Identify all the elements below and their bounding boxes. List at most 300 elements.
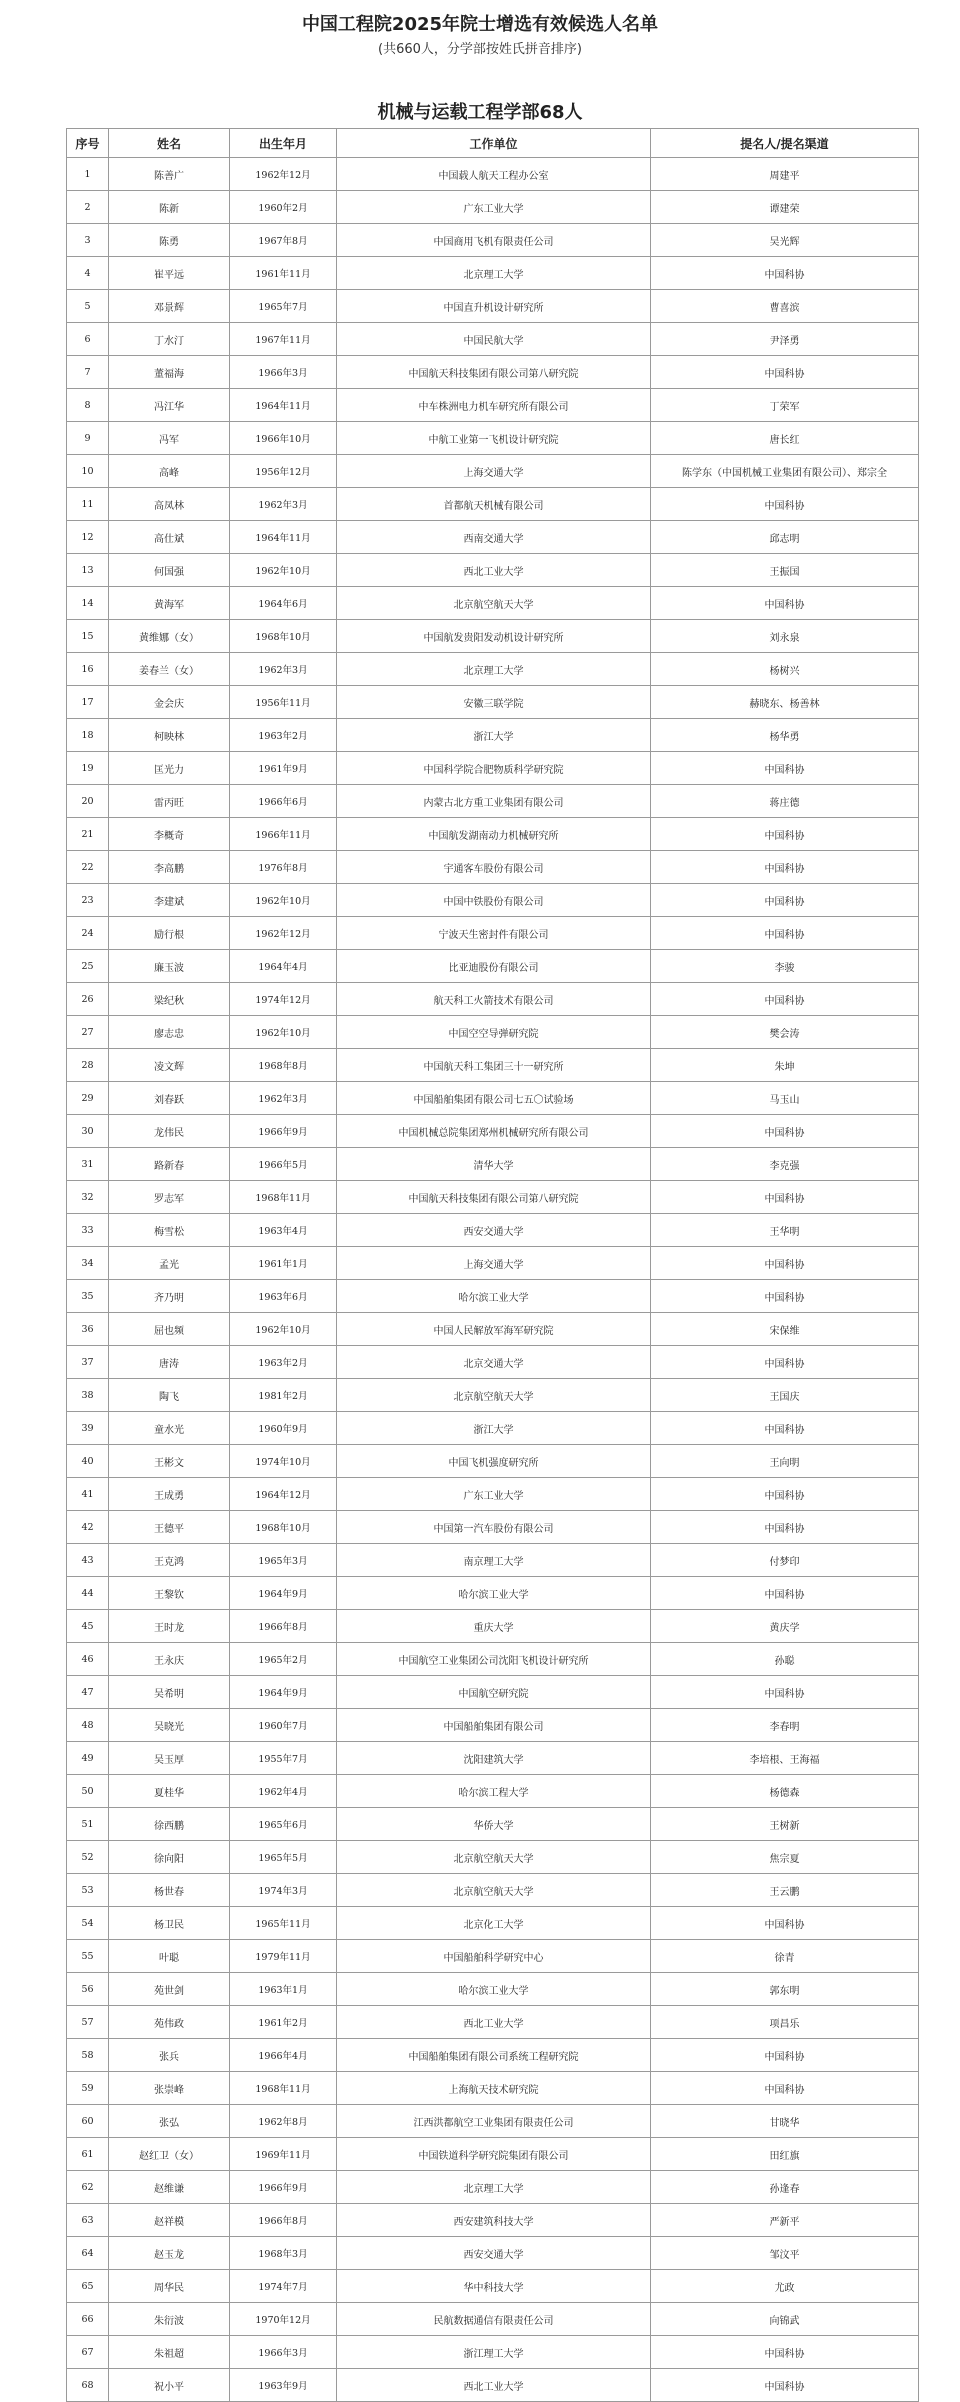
cell-index: 65 (67, 2270, 109, 2303)
cell-index: 38 (67, 1379, 109, 1412)
header-birth: 出生年月 (230, 129, 337, 158)
table-row (67, 554, 919, 587)
cell-employer: 中国船舶集团有限公司七五〇试验场 (337, 1082, 651, 1115)
table-row (67, 2171, 919, 2204)
cell-employer: 中国飞机强度研究所 (337, 1445, 651, 1478)
cell-index: 28 (67, 1049, 109, 1082)
header-row (67, 129, 919, 158)
cell-birth: 1963年6月 (230, 1280, 337, 1313)
cell-index: 9 (67, 422, 109, 455)
cell-birth: 1965年7月 (230, 290, 337, 323)
table-row (67, 2105, 919, 2138)
cell-name: 廖志忠 (109, 1016, 230, 1049)
cell-index: 10 (67, 455, 109, 488)
table-row (67, 1181, 919, 1214)
table-row (67, 1643, 919, 1676)
cell-name: 李高鹏 (109, 851, 230, 884)
cell-employer: 中国船舶集团有限公司 (337, 1709, 651, 1742)
cell-birth: 1956年11月 (230, 686, 337, 719)
candidate-table (66, 128, 919, 2402)
cell-index: 37 (67, 1346, 109, 1379)
cell-employer: 沈阳建筑大学 (337, 1742, 651, 1775)
cell-nominator: 中国科协 (651, 1115, 919, 1148)
table-row (67, 2006, 919, 2039)
cell-name: 雷丙旺 (109, 785, 230, 818)
cell-index: 13 (67, 554, 109, 587)
cell-index: 4 (67, 257, 109, 290)
cell-birth: 1960年9月 (230, 1412, 337, 1445)
cell-birth: 1962年12月 (230, 917, 337, 950)
cell-name: 高凤林 (109, 488, 230, 521)
cell-nominator: 中国科协 (651, 587, 919, 620)
cell-name: 张兵 (109, 2039, 230, 2072)
cell-birth: 1962年12月 (230, 158, 337, 191)
cell-employer: 哈尔滨工业大学 (337, 1577, 651, 1610)
cell-name: 徐向阳 (109, 1841, 230, 1874)
cell-employer: 中国船舶科学研究中心 (337, 1940, 651, 1973)
cell-name: 冯军 (109, 422, 230, 455)
cell-nominator: 王云鹏 (651, 1874, 919, 1907)
cell-employer: 北京理工大学 (337, 2171, 651, 2204)
cell-index: 46 (67, 1643, 109, 1676)
cell-nominator: 周建平 (651, 158, 919, 191)
cell-employer: 西南交通大学 (337, 521, 651, 554)
header-nominator: 提名人/提名渠道 (651, 129, 919, 158)
cell-index: 24 (67, 917, 109, 950)
cell-employer: 浙江大学 (337, 719, 651, 752)
cell-nominator: 郭东明 (651, 1973, 919, 2006)
table-row (67, 620, 919, 653)
cell-name: 柯映林 (109, 719, 230, 752)
cell-nominator: 尤政 (651, 2270, 919, 2303)
cell-birth: 1960年7月 (230, 1709, 337, 1742)
cell-nominator: 王向明 (651, 1445, 919, 1478)
table-header (67, 129, 919, 158)
cell-name: 赵祥模 (109, 2204, 230, 2237)
cell-birth: 1965年5月 (230, 1841, 337, 1874)
cell-employer: 首都航天机械有限公司 (337, 488, 651, 521)
cell-birth: 1968年11月 (230, 2072, 337, 2105)
table-row (67, 1742, 919, 1775)
table-row (67, 1247, 919, 1280)
table-row (67, 323, 919, 356)
cell-name: 匡光力 (109, 752, 230, 785)
cell-name: 励行根 (109, 917, 230, 950)
cell-birth: 1974年12月 (230, 983, 337, 1016)
cell-index: 15 (67, 620, 109, 653)
cell-nominator: 中国科协 (651, 1412, 919, 1445)
cell-index: 52 (67, 1841, 109, 1874)
cell-birth: 1966年9月 (230, 2171, 337, 2204)
cell-nominator: 中国科协 (651, 2039, 919, 2072)
table-row (67, 686, 919, 719)
cell-employer: 浙江大学 (337, 1412, 651, 1445)
cell-birth: 1967年11月 (230, 323, 337, 356)
cell-index: 30 (67, 1115, 109, 1148)
cell-employer: 中国民航大学 (337, 323, 651, 356)
cell-employer: 上海航天技术研究院 (337, 2072, 651, 2105)
cell-name: 赵玉龙 (109, 2237, 230, 2270)
table-row (67, 2237, 919, 2270)
cell-index: 45 (67, 1610, 109, 1643)
cell-birth: 1962年10月 (230, 1016, 337, 1049)
cell-nominator: 尹泽勇 (651, 323, 919, 356)
cell-index: 64 (67, 2237, 109, 2270)
cell-birth: 1964年11月 (230, 389, 337, 422)
cell-employer: 北京理工大学 (337, 653, 651, 686)
cell-nominator: 中国科协 (651, 884, 919, 917)
cell-employer: 广东工业大学 (337, 1478, 651, 1511)
cell-employer: 内蒙古北方重工业集团有限公司 (337, 785, 651, 818)
cell-index: 29 (67, 1082, 109, 1115)
cell-index: 44 (67, 1577, 109, 1610)
cell-employer: 西安建筑科技大学 (337, 2204, 651, 2237)
table-row (67, 2303, 919, 2336)
cell-name: 赵维谦 (109, 2171, 230, 2204)
cell-name: 杨世春 (109, 1874, 230, 1907)
cell-name: 夏桂华 (109, 1775, 230, 1808)
cell-birth: 1961年1月 (230, 1247, 337, 1280)
cell-employer: 中航工业第一飞机设计研究院 (337, 422, 651, 455)
cell-name: 董福海 (109, 356, 230, 389)
cell-employer: 北京航空航天大学 (337, 1874, 651, 1907)
table-row (67, 1214, 919, 1247)
table-row (67, 2270, 919, 2303)
cell-birth: 1966年3月 (230, 2336, 337, 2369)
cell-birth: 1964年9月 (230, 1676, 337, 1709)
cell-index: 11 (67, 488, 109, 521)
cell-birth: 1963年2月 (230, 719, 337, 752)
cell-birth: 1966年8月 (230, 2204, 337, 2237)
cell-employer: 中国航天科技集团有限公司第八研究院 (337, 1181, 651, 1214)
cell-employer: 宇通客车股份有限公司 (337, 851, 651, 884)
section-title: 机械与运载工程学部68人 (377, 102, 583, 123)
table-row (67, 1907, 919, 1940)
cell-nominator: 中国科协 (651, 1181, 919, 1214)
cell-name: 邓景辉 (109, 290, 230, 323)
cell-employer: 南京理工大学 (337, 1544, 651, 1577)
cell-index: 22 (67, 851, 109, 884)
cell-birth: 1968年10月 (230, 1511, 337, 1544)
cell-employer: 中国航发贵阳发动机设计研究所 (337, 620, 651, 653)
cell-nominator: 李春明 (651, 1709, 919, 1742)
cell-name: 陈善广 (109, 158, 230, 191)
cell-nominator: 赫晓东、杨善林 (651, 686, 919, 719)
cell-birth: 1968年8月 (230, 1049, 337, 1082)
table-row (67, 1346, 919, 1379)
cell-index: 63 (67, 2204, 109, 2237)
cell-name: 童水光 (109, 1412, 230, 1445)
cell-index: 61 (67, 2138, 109, 2171)
cell-nominator: 樊会涛 (651, 1016, 919, 1049)
cell-name: 金会庆 (109, 686, 230, 719)
cell-name: 赵红卫（女） (109, 2138, 230, 2171)
cell-name: 祝小平 (109, 2369, 230, 2402)
table-row (67, 1808, 919, 1841)
table-row (67, 1379, 919, 1412)
cell-nominator: 中国科协 (651, 1907, 919, 1940)
cell-nominator: 徐青 (651, 1940, 919, 1973)
cell-index: 36 (67, 1313, 109, 1346)
cell-birth: 1968年11月 (230, 1181, 337, 1214)
cell-birth: 1965年3月 (230, 1544, 337, 1577)
cell-birth: 1974年7月 (230, 2270, 337, 2303)
table-row (67, 1445, 919, 1478)
cell-nominator: 中国科协 (651, 1676, 919, 1709)
cell-nominator: 中国科协 (651, 1577, 919, 1610)
cell-birth: 1965年2月 (230, 1643, 337, 1676)
cell-nominator: 李克强 (651, 1148, 919, 1181)
cell-nominator: 李骏 (651, 950, 919, 983)
cell-name: 崔平远 (109, 257, 230, 290)
table-row (67, 1478, 919, 1511)
table-row (67, 1577, 919, 1610)
cell-birth: 1969年11月 (230, 2138, 337, 2171)
cell-index: 12 (67, 521, 109, 554)
cell-nominator: 蒋庄德 (651, 785, 919, 818)
cell-birth: 1965年11月 (230, 1907, 337, 1940)
table-row (67, 851, 919, 884)
document-subtitle: (共660人，分学部按姓氏拼音排序) (378, 42, 582, 57)
cell-nominator: 中国科协 (651, 1478, 919, 1511)
cell-employer: 航天科工火箭技术有限公司 (337, 983, 651, 1016)
cell-employer: 北京航空航天大学 (337, 587, 651, 620)
table-row (67, 2039, 919, 2072)
cell-name: 廉玉波 (109, 950, 230, 983)
cell-employer: 中国第一汽车股份有限公司 (337, 1511, 651, 1544)
table-row (67, 422, 919, 455)
cell-birth: 1964年4月 (230, 950, 337, 983)
cell-nominator: 曹喜滨 (651, 290, 919, 323)
cell-index: 1 (67, 158, 109, 191)
cell-employer: 北京化工大学 (337, 1907, 651, 1940)
cell-name: 王彬文 (109, 1445, 230, 1478)
cell-nominator: 吴光辉 (651, 224, 919, 257)
table-row (67, 2369, 919, 2402)
cell-employer: 北京理工大学 (337, 257, 651, 290)
table-row (67, 884, 919, 917)
cell-name: 罗志军 (109, 1181, 230, 1214)
table-row (67, 1049, 919, 1082)
cell-birth: 1962年10月 (230, 884, 337, 917)
cell-name: 凌文辉 (109, 1049, 230, 1082)
cell-name: 王黎钦 (109, 1577, 230, 1610)
cell-employer: 西安交通大学 (337, 2237, 651, 2270)
table-row (67, 1148, 919, 1181)
cell-employer: 上海交通大学 (337, 1247, 651, 1280)
cell-employer: 北京交通大学 (337, 1346, 651, 1379)
table-row (67, 521, 919, 554)
cell-index: 42 (67, 1511, 109, 1544)
cell-birth: 1964年12月 (230, 1478, 337, 1511)
cell-nominator: 朱坤 (651, 1049, 919, 1082)
cell-index: 21 (67, 818, 109, 851)
table-row (67, 2072, 919, 2105)
cell-name: 陈新 (109, 191, 230, 224)
cell-nominator: 邹汶平 (651, 2237, 919, 2270)
cell-index: 58 (67, 2039, 109, 2072)
table-row (67, 191, 919, 224)
cell-nominator: 黄庆学 (651, 1610, 919, 1643)
table-row (67, 1412, 919, 1445)
cell-nominator: 陈学东（中国机械工业集团有限公司）、郑宗全 (651, 455, 919, 488)
cell-birth: 1961年11月 (230, 257, 337, 290)
cell-index: 53 (67, 1874, 109, 1907)
table-row (67, 1544, 919, 1577)
cell-birth: 1961年2月 (230, 2006, 337, 2039)
cell-nominator: 中国科协 (651, 1280, 919, 1313)
cell-birth: 1966年10月 (230, 422, 337, 455)
cell-nominator: 邱志明 (651, 521, 919, 554)
table-row (67, 818, 919, 851)
cell-birth: 1962年3月 (230, 653, 337, 686)
cell-name: 周华民 (109, 2270, 230, 2303)
cell-birth: 1976年8月 (230, 851, 337, 884)
cell-index: 6 (67, 323, 109, 356)
cell-index: 47 (67, 1676, 109, 1709)
cell-nominator: 焦宗夏 (651, 1841, 919, 1874)
cell-name: 孟光 (109, 1247, 230, 1280)
cell-nominator: 杨树兴 (651, 653, 919, 686)
cell-employer: 西北工业大学 (337, 2006, 651, 2039)
cell-name: 龙伟民 (109, 1115, 230, 1148)
cell-birth: 1970年12月 (230, 2303, 337, 2336)
cell-birth: 1967年8月 (230, 224, 337, 257)
cell-nominator: 中国科协 (651, 2336, 919, 2369)
cell-employer: 中国直升机设计研究所 (337, 290, 651, 323)
cell-index: 41 (67, 1478, 109, 1511)
cell-index: 62 (67, 2171, 109, 2204)
cell-name: 李概奇 (109, 818, 230, 851)
cell-nominator: 王树新 (651, 1808, 919, 1841)
table-row (67, 1841, 919, 1874)
cell-index: 56 (67, 1973, 109, 2006)
cell-nominator: 马玉山 (651, 1082, 919, 1115)
cell-birth: 1962年10月 (230, 554, 337, 587)
table-row (67, 2204, 919, 2237)
cell-index: 60 (67, 2105, 109, 2138)
cell-name: 王永庆 (109, 1643, 230, 1676)
table-row (67, 1874, 919, 1907)
cell-nominator: 宋保维 (651, 1313, 919, 1346)
table-row (67, 2336, 919, 2369)
cell-birth: 1966年4月 (230, 2039, 337, 2072)
cell-name: 路新春 (109, 1148, 230, 1181)
cell-employer: 中国中铁股份有限公司 (337, 884, 651, 917)
cell-nominator: 杨华勇 (651, 719, 919, 752)
cell-employer: 中国船舶集团有限公司系统工程研究院 (337, 2039, 651, 2072)
cell-name: 齐乃明 (109, 1280, 230, 1313)
table-row (67, 1676, 919, 1709)
cell-index: 26 (67, 983, 109, 1016)
table-row (67, 1709, 919, 1742)
cell-index: 20 (67, 785, 109, 818)
cell-employer: 上海交通大学 (337, 455, 651, 488)
cell-birth: 1965年6月 (230, 1808, 337, 1841)
cell-index: 18 (67, 719, 109, 752)
cell-index: 8 (67, 389, 109, 422)
cell-index: 59 (67, 2072, 109, 2105)
cell-name: 杨卫民 (109, 1907, 230, 1940)
cell-birth: 1955年7月 (230, 1742, 337, 1775)
cell-nominator: 王华明 (651, 1214, 919, 1247)
cell-index: 55 (67, 1940, 109, 1973)
cell-birth: 1962年3月 (230, 1082, 337, 1115)
cell-birth: 1966年11月 (230, 818, 337, 851)
cell-employer: 北京航空航天大学 (337, 1379, 651, 1412)
cell-name: 王成勇 (109, 1478, 230, 1511)
cell-nominator: 李培根、王海福 (651, 1742, 919, 1775)
cell-nominator: 严新平 (651, 2204, 919, 2237)
cell-birth: 1963年9月 (230, 2369, 337, 2402)
cell-index: 68 (67, 2369, 109, 2402)
cell-birth: 1974年3月 (230, 1874, 337, 1907)
cell-nominator: 中国科协 (651, 818, 919, 851)
cell-index: 39 (67, 1412, 109, 1445)
cell-nominator: 中国科协 (651, 917, 919, 950)
table-row (67, 1016, 919, 1049)
cell-nominator: 中国科协 (651, 488, 919, 521)
table-row (67, 2138, 919, 2171)
cell-nominator: 中国科协 (651, 983, 919, 1016)
cell-name: 梁纪秋 (109, 983, 230, 1016)
document-title: 中国工程院2025年院士增选有效候选人名单 (301, 14, 659, 35)
cell-index: 7 (67, 356, 109, 389)
cell-name: 徐西鹏 (109, 1808, 230, 1841)
cell-birth: 1964年9月 (230, 1577, 337, 1610)
cell-index: 49 (67, 1742, 109, 1775)
cell-birth: 1974年10月 (230, 1445, 337, 1478)
cell-name: 王德平 (109, 1511, 230, 1544)
table-row (67, 455, 919, 488)
table-row (67, 917, 919, 950)
cell-nominator: 孙聪 (651, 1643, 919, 1676)
cell-name: 王时龙 (109, 1610, 230, 1643)
table-row (67, 1313, 919, 1346)
cell-employer: 西安交通大学 (337, 1214, 651, 1247)
cell-name: 苑世剑 (109, 1973, 230, 2006)
cell-employer: 中国航天科工集团三十一研究所 (337, 1049, 651, 1082)
cell-name: 吴玉厚 (109, 1742, 230, 1775)
cell-nominator: 中国科协 (651, 851, 919, 884)
cell-employer: 华侨大学 (337, 1808, 651, 1841)
cell-employer: 华中科技大学 (337, 2270, 651, 2303)
cell-nominator: 付梦印 (651, 1544, 919, 1577)
cell-birth: 1966年6月 (230, 785, 337, 818)
table-row (67, 1973, 919, 2006)
cell-birth: 1981年2月 (230, 1379, 337, 1412)
cell-index: 50 (67, 1775, 109, 1808)
cell-index: 27 (67, 1016, 109, 1049)
cell-birth: 1968年10月 (230, 620, 337, 653)
cell-nominator: 唐长红 (651, 422, 919, 455)
table-body (67, 158, 919, 2402)
table-row (67, 1775, 919, 1808)
table-row (67, 356, 919, 389)
table-row (67, 719, 919, 752)
cell-employer: 哈尔滨工程大学 (337, 1775, 651, 1808)
cell-employer: 中国商用飞机有限责任公司 (337, 224, 651, 257)
cell-name: 叶聪 (109, 1940, 230, 1973)
cell-birth: 1966年9月 (230, 1115, 337, 1148)
cell-nominator: 中国科协 (651, 2369, 919, 2402)
cell-nominator: 杨德森 (651, 1775, 919, 1808)
cell-employer: 中国科学院合肥物质科学研究院 (337, 752, 651, 785)
cell-birth: 1961年9月 (230, 752, 337, 785)
cell-nominator: 项昌乐 (651, 2006, 919, 2039)
cell-birth: 1963年1月 (230, 1973, 337, 2006)
cell-birth: 1964年6月 (230, 587, 337, 620)
